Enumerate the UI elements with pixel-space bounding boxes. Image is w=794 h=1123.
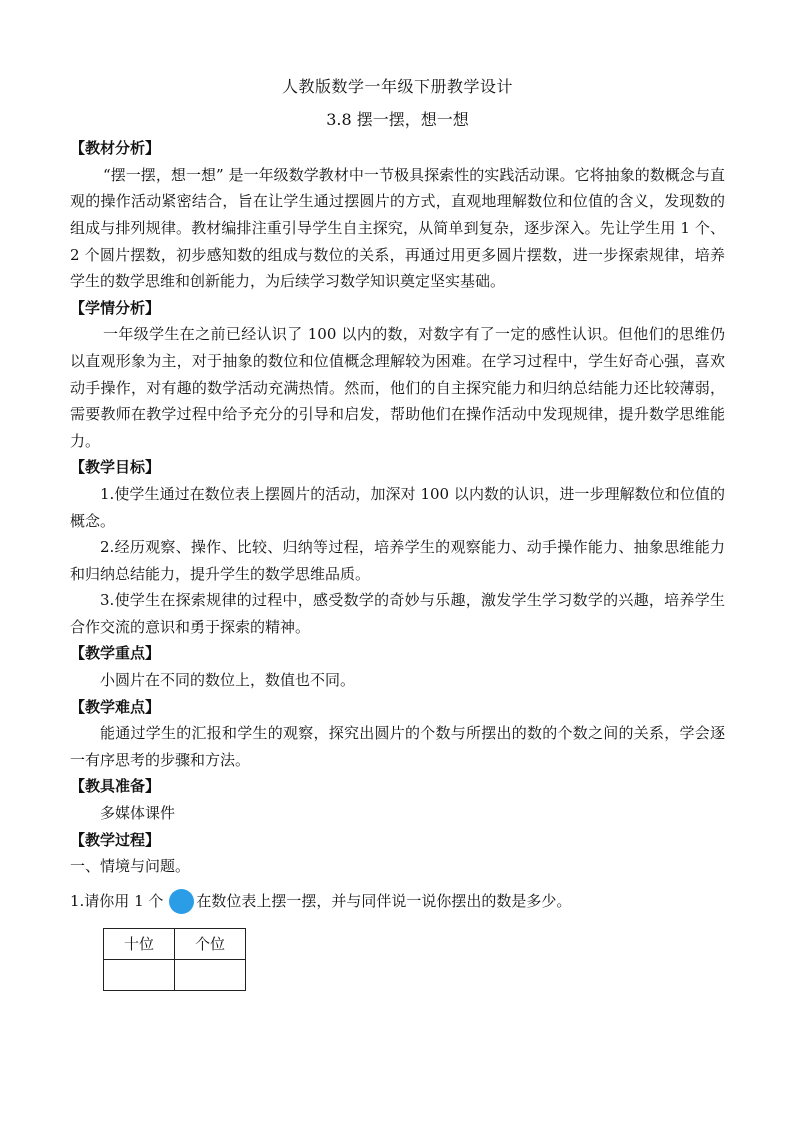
question-1-text-after: 在数位表上摆一摆，并与同伴说一说你摆出的数是多少。: [196, 891, 572, 910]
goal-item-1: 1.使学生通过在数位表上摆圆片的活动，加深对 100 以内数的认识，进一步理解数位和位值的概念。: [70, 484, 725, 530]
cell-ones: [175, 960, 246, 991]
place-value-table: [103, 928, 246, 991]
heading-student-analysis: 【学情分析】: [70, 298, 161, 317]
student-analysis-text: 一年级学生在之前已经认识了 100 以内的数，对数字有了一定的感性认识。但他们的思维仍以直观形象为主，对于抽象的数位和位值概念理解较为困难。在学习过程中，学生好奇心强，喜欢动手操作，对有趣的数学活动充满热情。然而，他们的自主探究能力和归纳总结能力还比较薄弱，需要教师在教学过程中给予充分的引导和启发，帮助他们在操作活动中发现规律，提升数学思维能力。: [70, 325, 725, 450]
table-header-row: [104, 929, 246, 960]
heading-key-point: 【教学重点】: [70, 644, 161, 663]
heading-textbook-analysis: 【教材分析】: [70, 139, 161, 158]
heading-teaching-tools: 【教具准备】: [70, 777, 161, 796]
header-ones: 个位: [175, 929, 246, 960]
heading-difficulty: 【教学难点】: [70, 697, 161, 716]
disc-icon: [169, 889, 194, 914]
cell-tens: [104, 960, 175, 991]
process-part-1: 一、情境与问题。: [70, 857, 191, 876]
question-1-text-before: 1.请你用 1 个: [70, 891, 164, 910]
heading-teaching-process: 【教学过程】: [70, 830, 161, 849]
lesson-title: 3.8 摆一摆，想一想: [326, 109, 469, 129]
question-1: [70, 888, 725, 915]
document-page: [70, 74, 725, 991]
textbook-analysis-text: “摆一摆，想一想” 是一年级数学教材中一节极具探索性的实践活动课。它将抽象的数概念与直观的操作活动紧密结合，旨在让学生通过摆圆片的方式，直观地理解数位和位值的含义，发现数的组成与排列规律。教材编排注重引导学生自主探究，从简单到复杂，逐步深入。先让学生用 1 个、2 个圆片摆数，初步感知数的组成与数位的关系，再通过用更多圆片摆数，进一步探索规律，培养学生的数学思维和创新能力，为后续学习数学知识奠定坚实基础。: [70, 165, 725, 291]
difficulty-text: 能通过学生的汇报和学生的观察，探究出圆片的个数与所摆出的数的个数之间的关系，学会逐一有序思考的步骤和方法。: [70, 724, 725, 769]
goal-item-2: 2.经历观察、操作、比较、归纳等过程，培养学生的观察能力、动手操作能力、抽象思维能力和归纳总结能力，提升学生的数学思维品质。: [70, 538, 725, 583]
document-title: 人教版数学一年级下册教学设计: [281, 77, 513, 96]
teaching-tools-text: 多媒体课件: [100, 804, 176, 823]
heading-teaching-goals: 【教学目标】: [70, 458, 161, 477]
key-point-text: 小圆片在不同的数位上，数值也不同。: [100, 671, 356, 690]
table-row: [104, 960, 246, 991]
header-tens: 十位: [104, 929, 175, 960]
goal-item-3: 3.使学生在探索规律的过程中，感受数学的奇妙与乐趣，激发学生学习数学的兴趣，培养学生合作交流的意识和勇于探索的精神。: [70, 591, 725, 636]
